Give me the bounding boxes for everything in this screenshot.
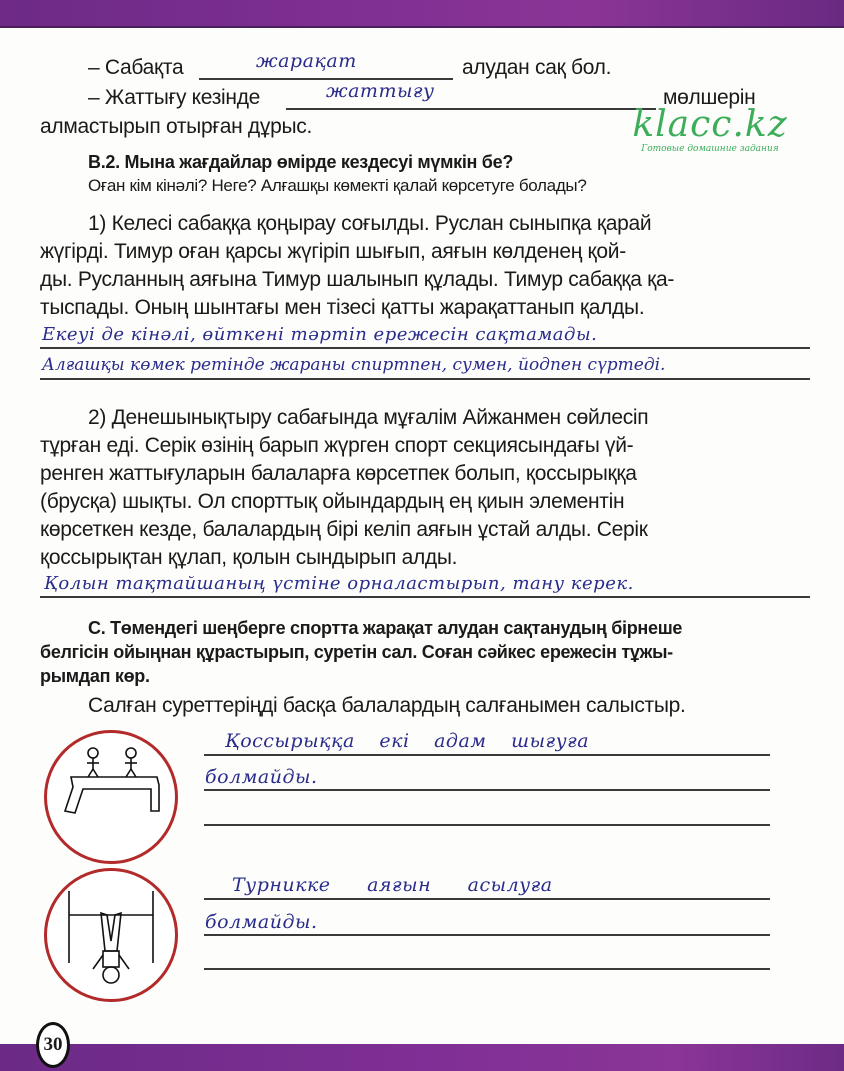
sentence-1-suffix: алудан сақ бол. — [462, 56, 612, 79]
b2-item1-line: тыспады. Оның шынтағы мен тізесі қатты жарақаттанып қалды. — [40, 296, 645, 319]
answer-line — [40, 378, 810, 380]
rule-line — [204, 898, 770, 900]
rule-line — [204, 754, 770, 756]
answer-line — [40, 347, 810, 349]
handwritten-answer-b2-1a: Екеуі де кінәлі, өйткені тәртіп ережесін сақтамады. — [42, 324, 598, 345]
sentence-2-prefix: – Жаттығу кезінде — [88, 86, 261, 109]
sentence-1-prefix: – Сабақта — [88, 56, 184, 79]
c-instruction: Салған суреттеріңді басқа балалардың салғанымен салыстыр. — [88, 694, 686, 717]
horizontal-bar-drawing — [47, 871, 175, 999]
handwritten-answer-b2-2: Қолын тақтайшаның үстіне орналастырып, тану керек. — [44, 573, 634, 594]
c-title-line: белгісін ойыңнан құрастырып, суретін сал. Соған сәйкес ережесін тұжы- — [40, 642, 673, 662]
b2-item2-line: (брусқа) шықты. Ол спорттық ойындардың ең қиын элементін — [40, 490, 625, 513]
bottom-purple-band — [0, 1044, 844, 1071]
klacc-watermark — [600, 106, 820, 154]
b2-item1-line: ды. Русланның аяғына Тимур шалынып құлады. Тимур сабаққа қа- — [40, 268, 675, 291]
rule-line — [204, 968, 770, 970]
b2-title: В.2. Мына жағдайлар өмірде кездесуі мүмкін бе? — [88, 152, 514, 172]
b2-subtitle: Оған кім кінәлі? Неге? Алғашқы көмекті қалай көрсетуге болады? — [88, 176, 587, 195]
parallel-bars-drawing — [47, 733, 175, 861]
handwritten-rule-1a: Қоссырыққа екі адам шығуға — [225, 730, 590, 752]
rule-line — [204, 934, 770, 936]
b2-item2-line: көрсеткен кезде, балалардың бірі келіп аяғын ұстай алды. Серік — [40, 518, 648, 541]
rule-line — [204, 789, 770, 791]
top-purple-band — [0, 0, 844, 28]
c-title-line: С. Төмендегі шеңберге спортта жарақат алудан сақтанудың бірнеше — [88, 618, 683, 638]
b2-item2-line: ренген жаттығуларын балаларға көрсетпек болып, қоссырыққа — [40, 462, 637, 485]
b2-item2-line: 2) Денешынықтыру сабағында мұғалім Айжанмен сөйлесіп — [88, 406, 649, 429]
handwritten-answer-1: жарақат — [256, 50, 357, 72]
handwritten-answer-2: жаттығу — [326, 80, 435, 102]
drawing-circle-horizontal-bar — [44, 868, 178, 1002]
handwritten-rule-2b: болмайды. — [205, 911, 318, 933]
sentence-2-suffix: мөлшерін — [663, 86, 756, 109]
page-number: 30 — [36, 1022, 70, 1068]
handwritten-rule-1b: болмайды. — [205, 766, 318, 788]
b2-item2-line: тұрған еді. Серік өзінің барып жүрген спорт секциясындағы үй- — [40, 434, 634, 457]
rule-line — [204, 824, 770, 826]
watermark-logo: klacc.kz — [632, 104, 788, 145]
c-title-line: рымдап көр. — [40, 666, 150, 686]
b2-item1-line: жүгірді. Тимур оған қарсы жүгіріп шығып, аяғын көлденең қой- — [40, 240, 626, 263]
b2-item1-line: 1) Келесі сабаққа қоңырау соғылды. Руслан сыныпқа қарай — [88, 212, 652, 235]
b2-item2-line: қоссырықтан құлап, қолын сындырып алды. — [40, 546, 458, 569]
sentence-2-continuation: алмастырып отырған дұрыс. — [40, 115, 312, 138]
drawing-circle-parallel-bars — [44, 730, 178, 864]
answer-line — [40, 596, 810, 598]
watermark-tagline: Готовые домашние задания — [641, 144, 779, 154]
handwritten-answer-b2-1b: Алғашқы көмек ретінде жараны спиртпен, сумен, йодпен сүртеді. — [42, 355, 666, 375]
handwritten-rule-2a: Турникке аяғын асылуға — [232, 874, 553, 896]
